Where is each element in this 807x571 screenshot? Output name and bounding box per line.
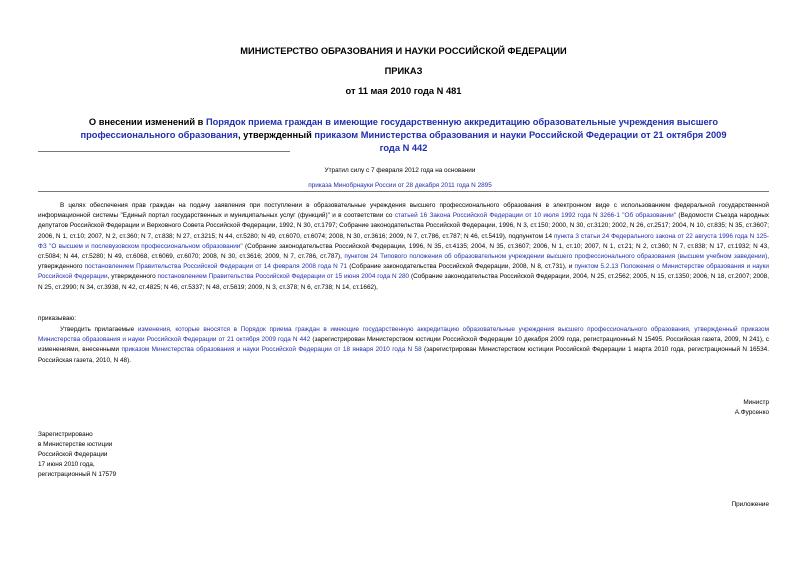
preamble-text-5: (Собрание законодательства Российской Федерации, 2008, N 8, ст.731), и xyxy=(347,263,575,271)
signature-position: Министр xyxy=(743,399,769,406)
preamble-link-education-law[interactable]: статьей 16 Закона Российской Федерации от 10 июля 1992 года N 3266-1 "Об образовании" xyxy=(394,212,676,220)
document-title xyxy=(70,116,737,155)
title-text-2: , утвержденный xyxy=(237,130,315,140)
order-paragraph xyxy=(38,325,769,366)
order-text-3: (зарегистрирован Министерством юстиции Российской Федерации 1 марта 2010 года, регистрационный N 16534. Российская газета, 2010, N 48). xyxy=(38,346,769,364)
preamble-text-7: (Собрание законодательства Российской Федерации, 2004, N 25, ст.2562; 2005, N 15, ст.1350; 2006, N 18, ст.2007; 2008, N 25, ст.2990; N 34, ст.3938, N 42, ст.4825; N 46, ст.5337; N 48, ст.5619; 2009, N 3, ст.378; N 6, ст.738; N 14, ст.1662), xyxy=(38,273,770,291)
order-date-number: от 11 мая 2010 года N 481 xyxy=(345,86,462,96)
preamble-text-1: В целях обеспечения прав граждан на подачу заявления при поступлении в образовательные учреждения высшего профессионального образования в электронном виде с использованием федеральной государственной информационной системы "Единый портал государственных и муниципальных услуг (функций)" и в соответствии со xyxy=(38,202,769,220)
registration-line-4: 17 июня 2010 года, xyxy=(38,461,95,468)
preamble-link-ministry-regulation[interactable]: пунктом 5.2.13 Положения о Министерстве образования и науки Российской Федерации xyxy=(38,263,769,281)
preamble-link-typical-regulation[interactable]: пунктом 24 Типового положения об образовательном учреждении высшего профессионального образования (высшем учебном заведении) xyxy=(344,253,768,261)
signature-name: А.Фурсенко xyxy=(734,409,769,416)
order-type: ПРИКАЗ xyxy=(384,66,423,76)
divider-short xyxy=(38,151,290,152)
preamble-text-6: , утвержденного xyxy=(107,273,158,281)
status-notice xyxy=(300,166,500,191)
title-text-1: О внесении изменений в xyxy=(88,117,206,127)
ministry-heading: МИНИСТЕРСТВО ОБРАЗОВАНИЯ И НАУКИ РОССИЙСКОЙ ФЕДЕРАЦИИ xyxy=(240,46,567,56)
title-link-procedure[interactable]: Порядок приема граждан в имеющие государственную аккредитацию образовательные учреждения высшего профессионального образования xyxy=(80,117,719,140)
divider-long xyxy=(38,191,769,192)
preamble-link-resolution-71[interactable]: постановлением Правительства Российской Федерации от 14 февраля 2008 года N 71 xyxy=(84,263,348,271)
preamble-paragraph xyxy=(38,201,769,293)
order-text-2: (зарегистрирован Министерством юстиции Российской Федерации 10 декабря 2009 года, регистрационный N 15495. Российская газета, 2009, N 241), с изменениями, внесенными xyxy=(38,336,769,354)
status-link[interactable]: приказа Минобрнауки России от 28 декабря 2011 года N 2895 xyxy=(308,182,492,189)
preamble-text-3: (Собрание законодательства Российской Федерации, 1996, N 35, ст.4135; 2004, N 35, ст.3607; 2006, N 1, ст.10; 2007, N 1, ст.21; N 2, ст.360; N 7, ст.838; N 17, ст.1932; N 43, ст.5084; N 44, ст.5280; N 49, ст.6068, ст.6069, ст.6070; 2008, N 30, ст.3616; 2009, N 7, ст.786, ст.787), xyxy=(38,242,769,261)
registration-line-3: Российской Федерации xyxy=(38,451,108,458)
status-text: Утратил силу с 7 февраля 2012 года на основании xyxy=(324,167,476,174)
registration-line-2: в Министерстве юстиции xyxy=(38,441,113,448)
order-link-changes[interactable]: изменения, которые вносятся в Порядок приема граждан в имеющие государственную аккредитацию образовательные учреждения высшего профессионального образования, утвержденный приказом Министерства образования и науки Российской Федерации от 21 октября 2009 года N 442 xyxy=(38,326,769,344)
registration-line-5: регистрационный N 17579 xyxy=(38,471,117,478)
order-link-order-58[interactable]: приказом Министерства образования и науки Российской Федерации от 18 января 2010 года N 58 xyxy=(121,346,422,354)
preamble-link-federal-law-125[interactable]: пункта 3 статьи 24 Федерального закона от 22 августа 1996 года N 125-ФЗ "О высшем и послевузовском профессиональном образовании" xyxy=(38,232,769,250)
order-intro: приказываю: xyxy=(38,315,76,322)
preamble-text-4: , утвержденного xyxy=(38,253,769,271)
appendix-label: Приложение xyxy=(731,501,769,508)
registration-line-1: Зарегистрировано xyxy=(38,431,93,438)
preamble-text-2: (Ведомости Съезда народных депутатов Российской Федерации и Верховного Совета Российской Федерации, 1992, N 30, ст.1797; Собрание законодательства Российской Федерации, 1996, N 3, ст.150; 2000, N 30, ст.3120; 2002, N 26, ст.2517; 2004, N 10, ст.835; N 35, ст.3607; 2006, N 1, ст.10; 2007, N 2, ст.360; N 7, ст.838; N 27, ст.3215; N 44, ст.5280; N 49, ст.6070, ст.6074; 2008, N 30, ст.3616; 2009, N 7, ст.786, ст.787; N 46, ст.5419), подпунктом 14 xyxy=(38,212,769,240)
title-link-order-442[interactable]: приказом Министерства образования и науки Российской Федерации от 21 октября 2009 года N 442 xyxy=(314,130,727,153)
preamble-link-resolution-280[interactable]: постановлением Правительства Российской Федерации от 15 июня 2004 года N 280 xyxy=(157,273,410,281)
order-text-1: Утвердить прилагаемые xyxy=(60,326,138,333)
